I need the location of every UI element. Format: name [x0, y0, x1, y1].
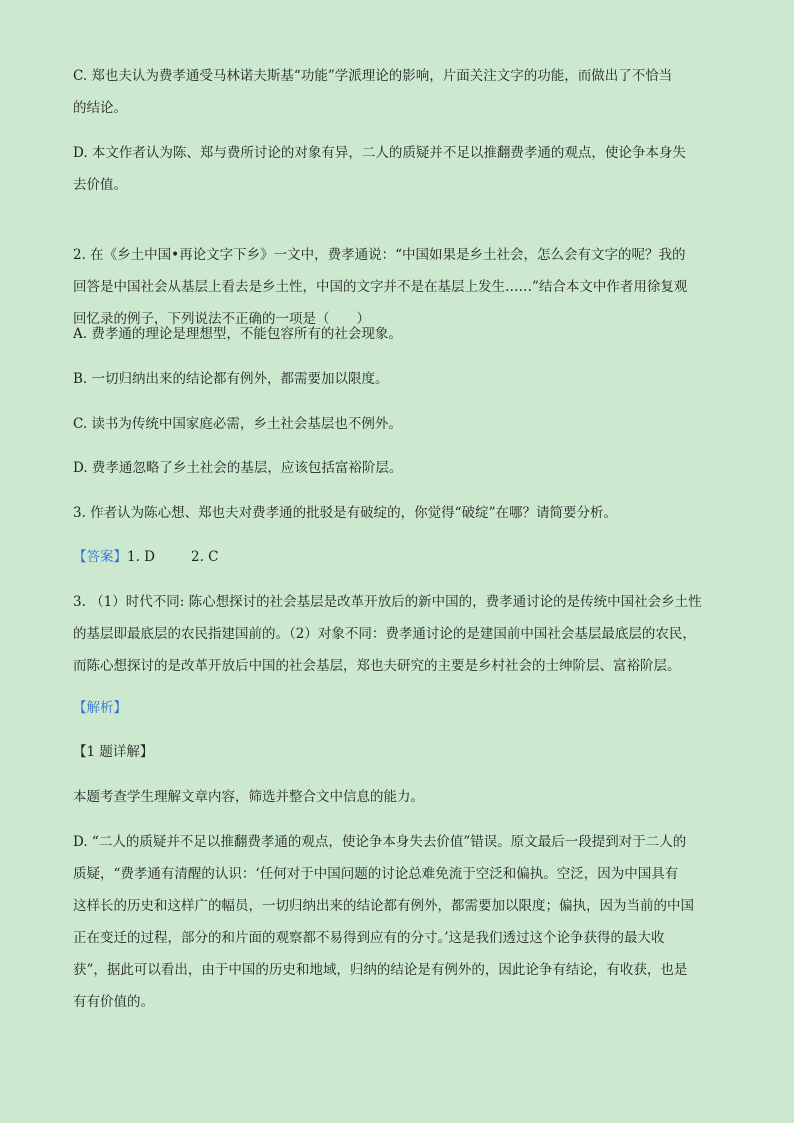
option-text: B. 一切归纳出来的结论都有例外，都需要加以限度。	[73, 371, 389, 387]
q2-option-d	[73, 452, 723, 484]
answer-line	[73, 541, 723, 573]
question-3-stem	[73, 497, 723, 529]
answer-label: 【答案】	[73, 549, 127, 565]
text-line: 这样长的历史和这样广的幅员，一切归纳出来的结论都有例外，都需要加以限度；偏执，因为当前的中国	[73, 898, 694, 914]
text-line: 回忆录的例子，下列说法不正确的一项是（ ）	[73, 311, 370, 327]
text-line: 2. 在《乡土中国•再论文字下乡》一文中，费孝通说：“中国如果是乡土社会，怎么会有文字的呢？我的	[73, 247, 686, 263]
analysis-body	[73, 826, 723, 1018]
analysis-label: 【解析】	[73, 700, 127, 716]
text-line: 的基层即最底层的农民指建国前的。（2）对象不同：费孝通讨论的是建国前中国社会基层最底层的农民，	[73, 626, 696, 642]
text-line: C. 郑也夫认为费孝通受马林诺夫斯基“功能”学派理论的影响，片面关注文字的功能，而做出了不恰当	[73, 68, 673, 84]
analysis-heading	[73, 692, 723, 724]
text-line: 回答是中国社会从基层上看去是乡土性，中国的文字并不是在基层上发生……”结合本文中作者用徐复观	[73, 279, 688, 295]
q2-option-a	[73, 318, 723, 350]
answer-heading	[73, 541, 723, 573]
answer-q3	[73, 586, 723, 682]
answer-q2: 2. C	[191, 549, 219, 565]
text-line: D. 本文作者认为陈、郑与费所讨论的对象有异，二人的质疑并不足以推翻费孝通的观点，使论争本身失	[73, 145, 686, 161]
text-line: 有有价值的。	[73, 994, 154, 1010]
analysis-intro	[73, 781, 723, 813]
intro-text: 本题考查学生理解文章内容，筛选并整合文中信息的能力。	[73, 789, 424, 805]
q1-option-c	[73, 60, 723, 124]
option-text: D. 费孝通忽略了乡土社会的基层，应该包括富裕阶层。	[73, 460, 403, 476]
text-line: 质疑，“费孝通有清醒的认识：‘任何对于中国问题的讨论总难免流于空泛和偏执。空泛，因为中国具有	[73, 866, 679, 882]
q2-option-b	[73, 363, 723, 395]
option-text: A. 费孝通的理论是理想型，不能包容所有的社会现象。	[73, 326, 402, 342]
q2-option-c	[73, 408, 723, 440]
text-line: 去价值。	[73, 177, 127, 193]
option-text: C. 读书为传统中国家庭必需，乡土社会基层也不例外。	[73, 416, 402, 432]
subtitle-text: 【1 题详解】	[73, 744, 154, 760]
answer-q1: 1. D	[127, 549, 155, 565]
q1-option-d	[73, 137, 723, 201]
text-line: 而陈心想探讨的是改革开放后中国的社会基层，郑也夫研究的主要是乡村社会的士绅阶层、富裕阶层。	[73, 658, 681, 674]
analysis-subtitle	[73, 736, 723, 768]
text-line: 的结论。	[73, 100, 127, 116]
text-line: 3. （1）时代不同: 陈心想探讨的社会基层是改革开放后的新中国的，费孝通讨论的是传统中国社会乡土性	[73, 594, 702, 610]
text-line: 获”，据此可以看出，由于中国的历史和地域，归纳的结论是有例外的，因此论争有结论，有收获，也是	[73, 962, 688, 978]
text-line: 正在变迁的过程，部分的和片面的观察都不易得到应有的分寸。’这是我们透过这个论争获得的最大收	[73, 930, 665, 946]
text-line: D. “二人的质疑并不足以推翻费孝通的观点，使论争本身失去价值”错误。原文最后一段提到对于二人的	[73, 834, 687, 850]
text-line: 3. 作者认为陈心想、郑也夫对费孝通的批驳是有破绽的，你觉得“破绽”在哪？请简要分析。	[73, 505, 617, 521]
